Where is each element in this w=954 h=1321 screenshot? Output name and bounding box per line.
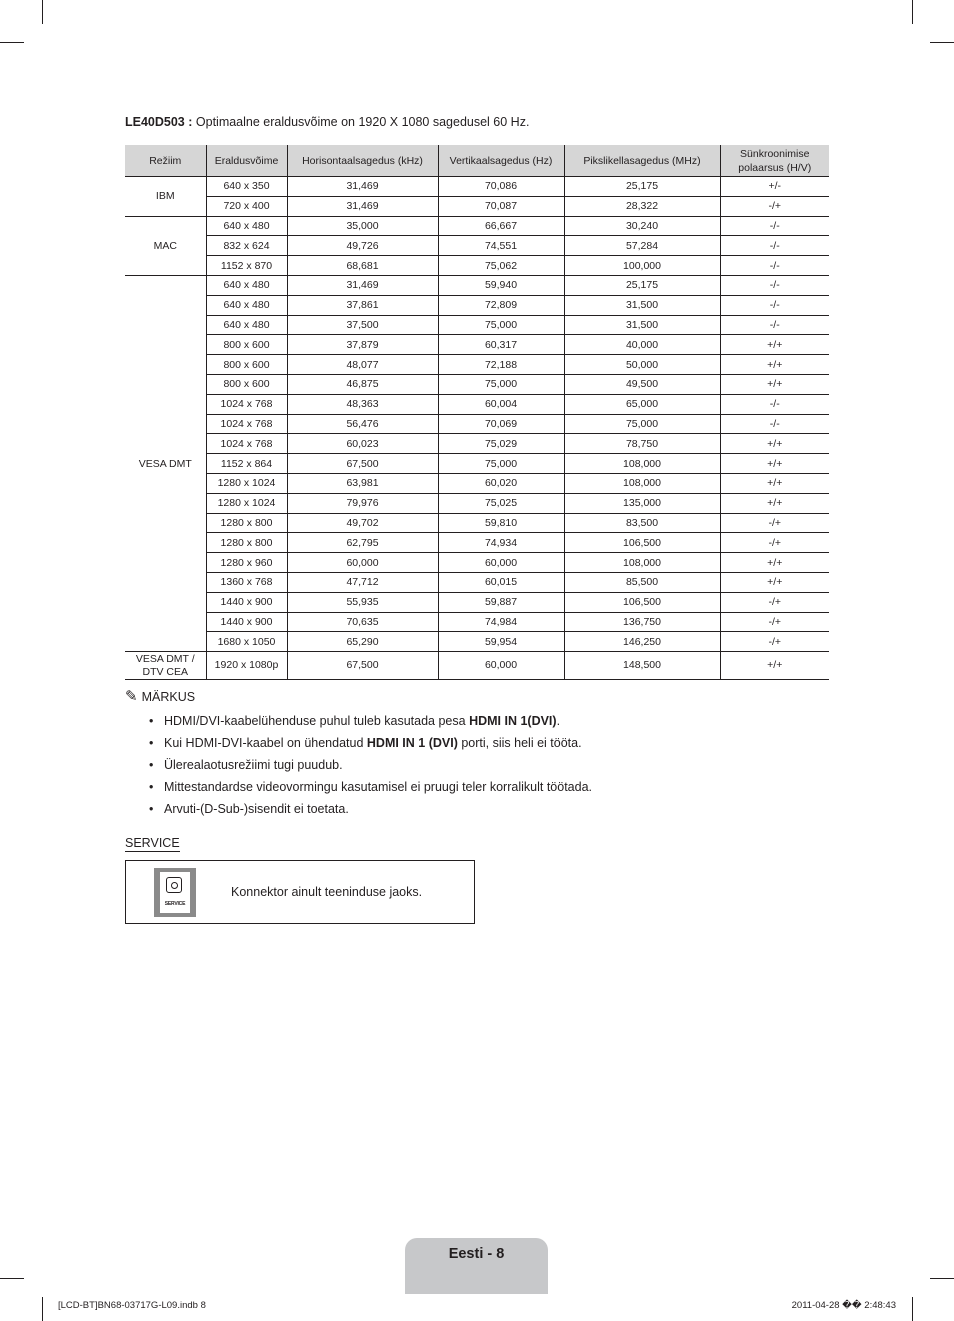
horizontal-cell: 70,635 xyxy=(287,612,438,632)
horizontal-cell: 79,976 xyxy=(287,493,438,513)
table-row xyxy=(125,434,829,454)
horizontal-cell: 49,726 xyxy=(287,236,438,256)
pixel-cell: 25,175 xyxy=(564,177,720,197)
crop-mark xyxy=(912,0,913,24)
horizontal-cell: 49,702 xyxy=(287,513,438,533)
polarity-cell: +/+ xyxy=(720,355,829,375)
crop-mark xyxy=(42,0,43,24)
table-row xyxy=(125,553,829,573)
polarity-cell: +/+ xyxy=(720,493,829,513)
horizontal-cell: 48,077 xyxy=(287,355,438,375)
table-row xyxy=(125,275,829,295)
pixel-cell: 40,000 xyxy=(564,335,720,355)
pixel-cell: 135,000 xyxy=(564,493,720,513)
pixel-cell: 65,000 xyxy=(564,394,720,414)
horizontal-cell: 31,469 xyxy=(287,275,438,295)
resolution-cell: 640 x 480 xyxy=(206,295,287,315)
vertical-cell: 70,087 xyxy=(438,196,564,216)
table-row xyxy=(125,256,829,276)
polarity-cell: -/- xyxy=(720,275,829,295)
pixel-cell: 136,750 xyxy=(564,612,720,632)
intro-line xyxy=(125,115,529,129)
resolution-cell: 1440 x 900 xyxy=(206,612,287,632)
polarity-cell: +/+ xyxy=(720,335,829,355)
polarity-cell: -/+ xyxy=(720,196,829,216)
vertical-cell: 75,000 xyxy=(438,315,564,335)
footer-timestamp: 2011-04-28 �� 2:48:43 xyxy=(791,1300,896,1311)
vertical-cell: 60,000 xyxy=(438,553,564,573)
table-row xyxy=(125,652,829,680)
table-row xyxy=(125,216,829,236)
service-box xyxy=(125,860,475,924)
pixel-cell: 31,500 xyxy=(564,315,720,335)
vertical-cell: 75,025 xyxy=(438,493,564,513)
resolution-cell: 640 x 480 xyxy=(206,216,287,236)
table-row xyxy=(125,394,829,414)
horizontal-cell: 55,935 xyxy=(287,592,438,612)
note-item: • Kui HDMI-DVI-kaabel on ühendatud HDMI IN 1 (DVI) porti, siis heli ei tööta. xyxy=(149,732,592,754)
pixel-cell: 31,500 xyxy=(564,295,720,315)
note-item: • Arvuti-(D-Sub-)sisendit ei toetata. xyxy=(149,798,592,820)
header-mode: Režiim xyxy=(125,145,206,177)
crop-mark xyxy=(930,42,954,43)
table-row xyxy=(125,295,829,315)
pixel-cell: 106,500 xyxy=(564,533,720,553)
mode-group-cell: VESA DMT / DTV CEA xyxy=(125,652,206,680)
header-pixel: Pikslikellasagedus (MHz) xyxy=(564,145,720,177)
resolution-cell: 1152 x 870 xyxy=(206,256,287,276)
horizontal-cell: 67,500 xyxy=(287,652,438,680)
vertical-cell: 59,810 xyxy=(438,513,564,533)
polarity-cell: -/+ xyxy=(720,592,829,612)
vertical-cell: 74,551 xyxy=(438,236,564,256)
polarity-cell: -/+ xyxy=(720,612,829,632)
pixel-cell: 25,175 xyxy=(564,275,720,295)
horizontal-cell: 63,981 xyxy=(287,473,438,493)
horizontal-cell: 67,500 xyxy=(287,454,438,474)
horizontal-cell: 62,795 xyxy=(287,533,438,553)
header-vertical: Vertikaalsagedus (Hz) xyxy=(438,145,564,177)
mode-group-cell: IBM xyxy=(125,177,206,217)
header-horizontal: Horisontaalsagedus (kHz) xyxy=(287,145,438,177)
crop-mark xyxy=(912,1297,913,1321)
resolution-cell: 1360 x 768 xyxy=(206,572,287,592)
polarity-cell: +/+ xyxy=(720,454,829,474)
pixel-cell: 57,284 xyxy=(564,236,720,256)
pixel-cell: 30,240 xyxy=(564,216,720,236)
notes-title: MÄRKUS xyxy=(141,690,196,704)
pixel-cell: 108,000 xyxy=(564,553,720,573)
vertical-cell: 75,029 xyxy=(438,434,564,454)
pixel-cell: 108,000 xyxy=(564,473,720,493)
note-item: • Mittestandardse videovormingu kasutamisel ei pruugi teler korralikult töötada. xyxy=(149,776,592,798)
resolution-cell: 1280 x 800 xyxy=(206,533,287,553)
table-row xyxy=(125,592,829,612)
page-number-tab: Eesti - 8 xyxy=(405,1238,548,1294)
resolution-cell: 1920 x 1080p xyxy=(206,652,287,680)
vertical-cell: 74,934 xyxy=(438,533,564,553)
polarity-cell: +/+ xyxy=(720,374,829,394)
notes-section xyxy=(125,690,592,820)
resolution-cell: 1680 x 1050 xyxy=(206,632,287,652)
vertical-cell: 74,984 xyxy=(438,612,564,632)
pixel-cell: 49,500 xyxy=(564,374,720,394)
polarity-cell: -/+ xyxy=(720,632,829,652)
polarity-cell: +/+ xyxy=(720,553,829,573)
crop-mark xyxy=(0,42,24,43)
resolution-cell: 1280 x 1024 xyxy=(206,493,287,513)
crop-mark xyxy=(930,1278,954,1279)
resolution-cell: 1152 x 864 xyxy=(206,454,287,474)
resolution-cell: 1280 x 800 xyxy=(206,513,287,533)
table-row xyxy=(125,355,829,375)
horizontal-cell: 37,861 xyxy=(287,295,438,315)
table-row xyxy=(125,612,829,632)
polarity-cell: +/+ xyxy=(720,572,829,592)
resolution-cell: 1440 x 900 xyxy=(206,592,287,612)
polarity-cell: +/- xyxy=(720,177,829,197)
horizontal-cell: 68,681 xyxy=(287,256,438,276)
vertical-cell: 72,809 xyxy=(438,295,564,315)
horizontal-cell: 48,363 xyxy=(287,394,438,414)
horizontal-cell: 37,879 xyxy=(287,335,438,355)
horizontal-cell: 35,000 xyxy=(287,216,438,236)
resolution-cell: 720 x 400 xyxy=(206,196,287,216)
resolution-cell: 1280 x 960 xyxy=(206,553,287,573)
pixel-cell: 100,000 xyxy=(564,256,720,276)
vertical-cell: 70,069 xyxy=(438,414,564,434)
pencil-icon: ✎ xyxy=(125,688,138,705)
horizontal-cell: 37,500 xyxy=(287,315,438,335)
polarity-cell: -/- xyxy=(720,295,829,315)
vertical-cell: 60,004 xyxy=(438,394,564,414)
polarity-cell: -/- xyxy=(720,236,829,256)
pixel-cell: 50,000 xyxy=(564,355,720,375)
vertical-cell: 59,887 xyxy=(438,592,564,612)
resolution-cell: 800 x 600 xyxy=(206,374,287,394)
vertical-cell: 60,015 xyxy=(438,572,564,592)
horizontal-cell: 47,712 xyxy=(287,572,438,592)
vertical-cell: 60,020 xyxy=(438,473,564,493)
header-polarity-line2: polaarsus (H/V) xyxy=(738,161,812,174)
table-row xyxy=(125,473,829,493)
vertical-cell: 72,188 xyxy=(438,355,564,375)
pixel-cell: 148,500 xyxy=(564,652,720,680)
vertical-cell: 59,954 xyxy=(438,632,564,652)
resolution-cell: 800 x 600 xyxy=(206,355,287,375)
vertical-cell: 75,062 xyxy=(438,256,564,276)
table-row xyxy=(125,177,829,197)
notes-list xyxy=(125,710,592,820)
vertical-cell: 60,317 xyxy=(438,335,564,355)
horizontal-cell: 31,469 xyxy=(287,196,438,216)
horizontal-cell: 65,290 xyxy=(287,632,438,652)
pixel-cell: 83,500 xyxy=(564,513,720,533)
horizontal-cell: 60,023 xyxy=(287,434,438,454)
horizontal-cell: 56,476 xyxy=(287,414,438,434)
polarity-cell: -/- xyxy=(720,256,829,276)
resolution-cell: 1024 x 768 xyxy=(206,394,287,414)
note-item: • HDMI/DVI-kaabelühenduse puhul tuleb kasutada pesa HDMI IN 1(DVI). xyxy=(149,710,592,732)
crop-mark xyxy=(0,1278,24,1279)
note-item: • Ülerealaotusrežiimi tugi puudub. xyxy=(149,754,592,776)
polarity-cell: +/+ xyxy=(720,434,829,454)
service-icon-label: SERVICE xyxy=(164,901,186,907)
pixel-cell: 28,322 xyxy=(564,196,720,216)
vertical-cell: 70,086 xyxy=(438,177,564,197)
polarity-cell: +/+ xyxy=(720,652,829,680)
pixel-cell: 106,500 xyxy=(564,592,720,612)
vertical-cell: 60,000 xyxy=(438,652,564,680)
display-modes-table xyxy=(125,145,829,680)
resolution-cell: 1024 x 768 xyxy=(206,414,287,434)
vertical-cell: 66,667 xyxy=(438,216,564,236)
resolution-cell: 800 x 600 xyxy=(206,335,287,355)
polarity-cell: -/+ xyxy=(720,533,829,553)
polarity-cell: -/+ xyxy=(720,513,829,533)
polarity-cell: -/- xyxy=(720,394,829,414)
resolution-cell: 640 x 480 xyxy=(206,315,287,335)
polarity-cell: -/- xyxy=(720,414,829,434)
resolution-cell: 640 x 480 xyxy=(206,275,287,295)
pixel-cell: 78,750 xyxy=(564,434,720,454)
horizontal-cell: 46,875 xyxy=(287,374,438,394)
table-row xyxy=(125,533,829,553)
header-polarity-line1: Sünkroonimise xyxy=(740,147,810,160)
table-row xyxy=(125,236,829,256)
service-title: SERVICE xyxy=(125,836,180,850)
table-row xyxy=(125,374,829,394)
header-polarity xyxy=(720,145,829,177)
mode-group-cell: VESA DMT xyxy=(125,275,206,651)
resolution-cell: 640 x 350 xyxy=(206,177,287,197)
vertical-cell: 75,000 xyxy=(438,454,564,474)
table-row xyxy=(125,454,829,474)
horizontal-cell: 60,000 xyxy=(287,553,438,573)
service-description: Konnektor ainult teeninduse jaoks. xyxy=(231,885,423,899)
model-name: LE40D503 : xyxy=(125,115,193,129)
table-header-row xyxy=(125,145,829,177)
vertical-cell: 75,000 xyxy=(438,374,564,394)
header-resolution: Eraldusvõime xyxy=(206,145,287,177)
table-row xyxy=(125,632,829,652)
vertical-cell: 59,940 xyxy=(438,275,564,295)
pixel-cell: 108,000 xyxy=(564,454,720,474)
resolution-cell: 1280 x 1024 xyxy=(206,473,287,493)
footer-file-name: [LCD-BT]BN68-03717G-L09.indb 8 xyxy=(58,1300,206,1311)
mode-group-cell: MAC xyxy=(125,216,206,275)
pixel-cell: 85,500 xyxy=(564,572,720,592)
polarity-cell: -/- xyxy=(720,216,829,236)
crop-mark xyxy=(42,1297,43,1321)
resolution-cell: 1024 x 768 xyxy=(206,434,287,454)
horizontal-cell: 31,469 xyxy=(287,177,438,197)
table-row xyxy=(125,572,829,592)
resolution-cell: 832 x 624 xyxy=(206,236,287,256)
table-row xyxy=(125,335,829,355)
pixel-cell: 146,250 xyxy=(564,632,720,652)
table-row xyxy=(125,513,829,533)
service-port-icon xyxy=(154,868,196,917)
intro-text: Optimaalne eraldusvõime on 1920 X 1080 sagedusel 60 Hz. xyxy=(195,115,530,129)
table-row xyxy=(125,493,829,513)
table-row xyxy=(125,196,829,216)
polarity-cell: +/+ xyxy=(720,473,829,493)
table-row xyxy=(125,315,829,335)
notes-heading xyxy=(125,690,592,704)
polarity-cell: -/- xyxy=(720,315,829,335)
pixel-cell: 75,000 xyxy=(564,414,720,434)
table-row xyxy=(125,414,829,434)
